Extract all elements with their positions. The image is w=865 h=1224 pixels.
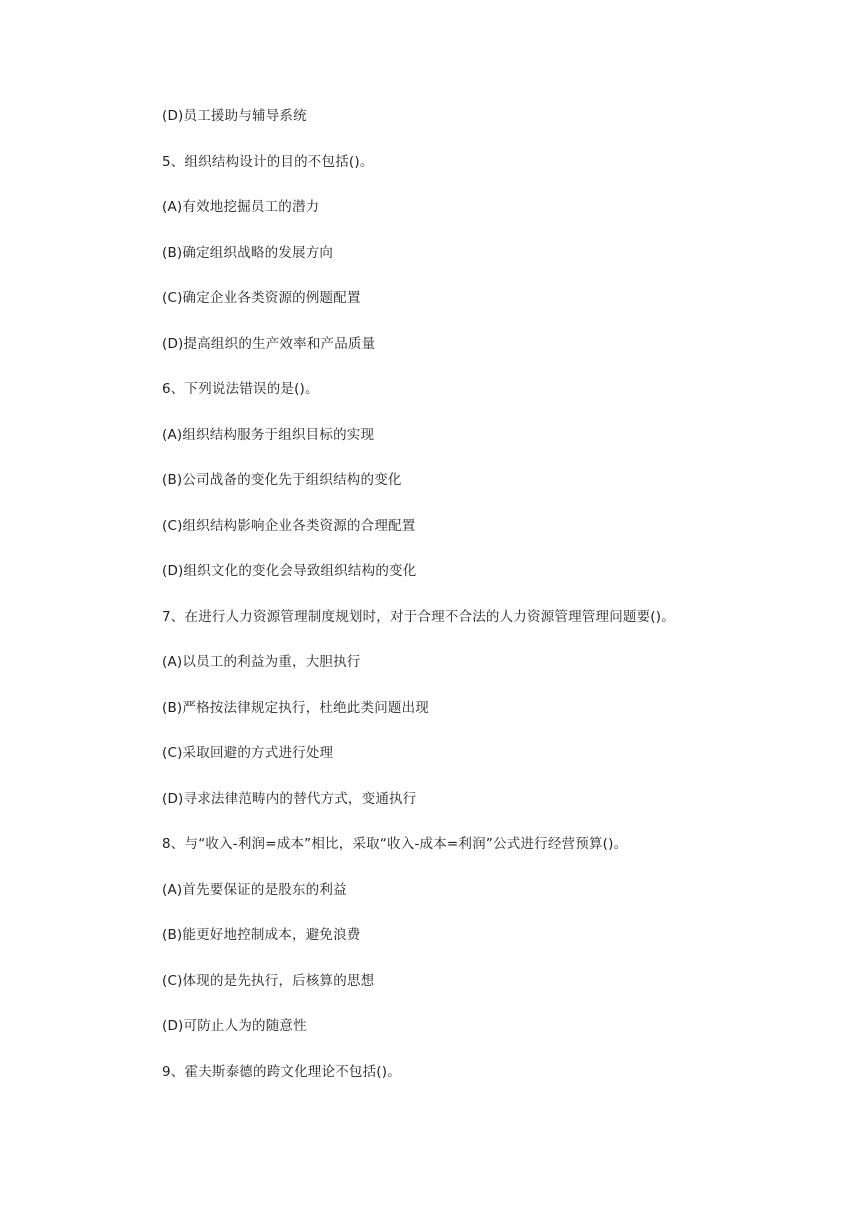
option-6d: (D)组织文化的变化会导致组织结构的变化 xyxy=(162,563,417,579)
option-7a: (A)以员工的利益为重，大胆执行 xyxy=(162,654,361,670)
question-8: 8、与“收入-利润=成本”相比，采取“收入-成本=利润”公式进行经营预算()。 xyxy=(162,836,628,852)
option-8c: (C)体现的是先执行，后核算的思想 xyxy=(162,972,375,989)
option-6a: (A)组织结构服务于组织目标的实现 xyxy=(162,426,375,443)
option-8d: (D)可防止人为的随意性 xyxy=(162,1018,307,1034)
option-8b: (B)能更好地控制成本，避免浪费 xyxy=(162,927,361,943)
question-9: 9、霍夫斯泰德的跨文化理论不包括()。 xyxy=(162,1063,401,1080)
text-body xyxy=(162,104,822,1105)
option-7d: (D)寻求法律范畴内的替代方式，变通执行 xyxy=(162,790,417,807)
option-5b: (B)确定组织战略的发展方向 xyxy=(162,244,334,261)
option-8a: (A)首先要保证的是股东的利益 xyxy=(162,881,347,898)
question-5: 5、组织结构设计的目的不包括()。 xyxy=(162,153,374,170)
option-7c: (C)采取回避的方式进行处理 xyxy=(162,745,334,761)
option-5c: (C)确定企业各类资源的例题配置 xyxy=(162,290,361,306)
question-7: 7、在进行人力资源管理制度规划时，对于合理不合法的人力资源管理管理问题要()。 xyxy=(162,608,675,625)
option-5d: (D)提高组织的生产效率和产品质量 xyxy=(162,335,376,352)
option-6b: (B)公司战备的变化先于组织结构的变化 xyxy=(162,472,402,488)
question-6: 6、下列说法错误的是()。 xyxy=(162,381,319,397)
option-5a: (A)有效地挖掘员工的潜力 xyxy=(162,199,320,215)
option-4d: (D)员工援助与辅导系统 xyxy=(162,108,307,124)
option-7b: (B)严格按法律规定执行，杜绝此类问题出现 xyxy=(162,699,429,716)
option-6c: (C)组织结构影响企业各类资源的合理配置 xyxy=(162,517,416,534)
